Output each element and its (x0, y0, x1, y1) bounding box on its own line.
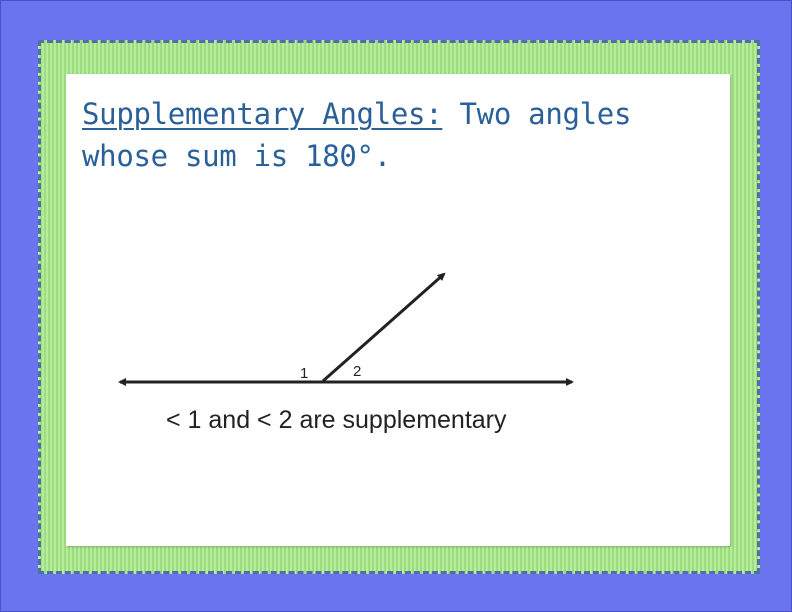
angle-label-2: 2 (353, 363, 362, 380)
definition-term: Supplementary Angles: (82, 97, 443, 131)
ray-line (323, 274, 444, 381)
definition-text-line2: whose sum is 180°. (82, 139, 391, 173)
angle-label-1: 1 (300, 365, 309, 382)
diagram-caption: < 1 and < 2 are supplementary (166, 406, 507, 434)
definition-text-line1: Two angles (442, 97, 632, 131)
